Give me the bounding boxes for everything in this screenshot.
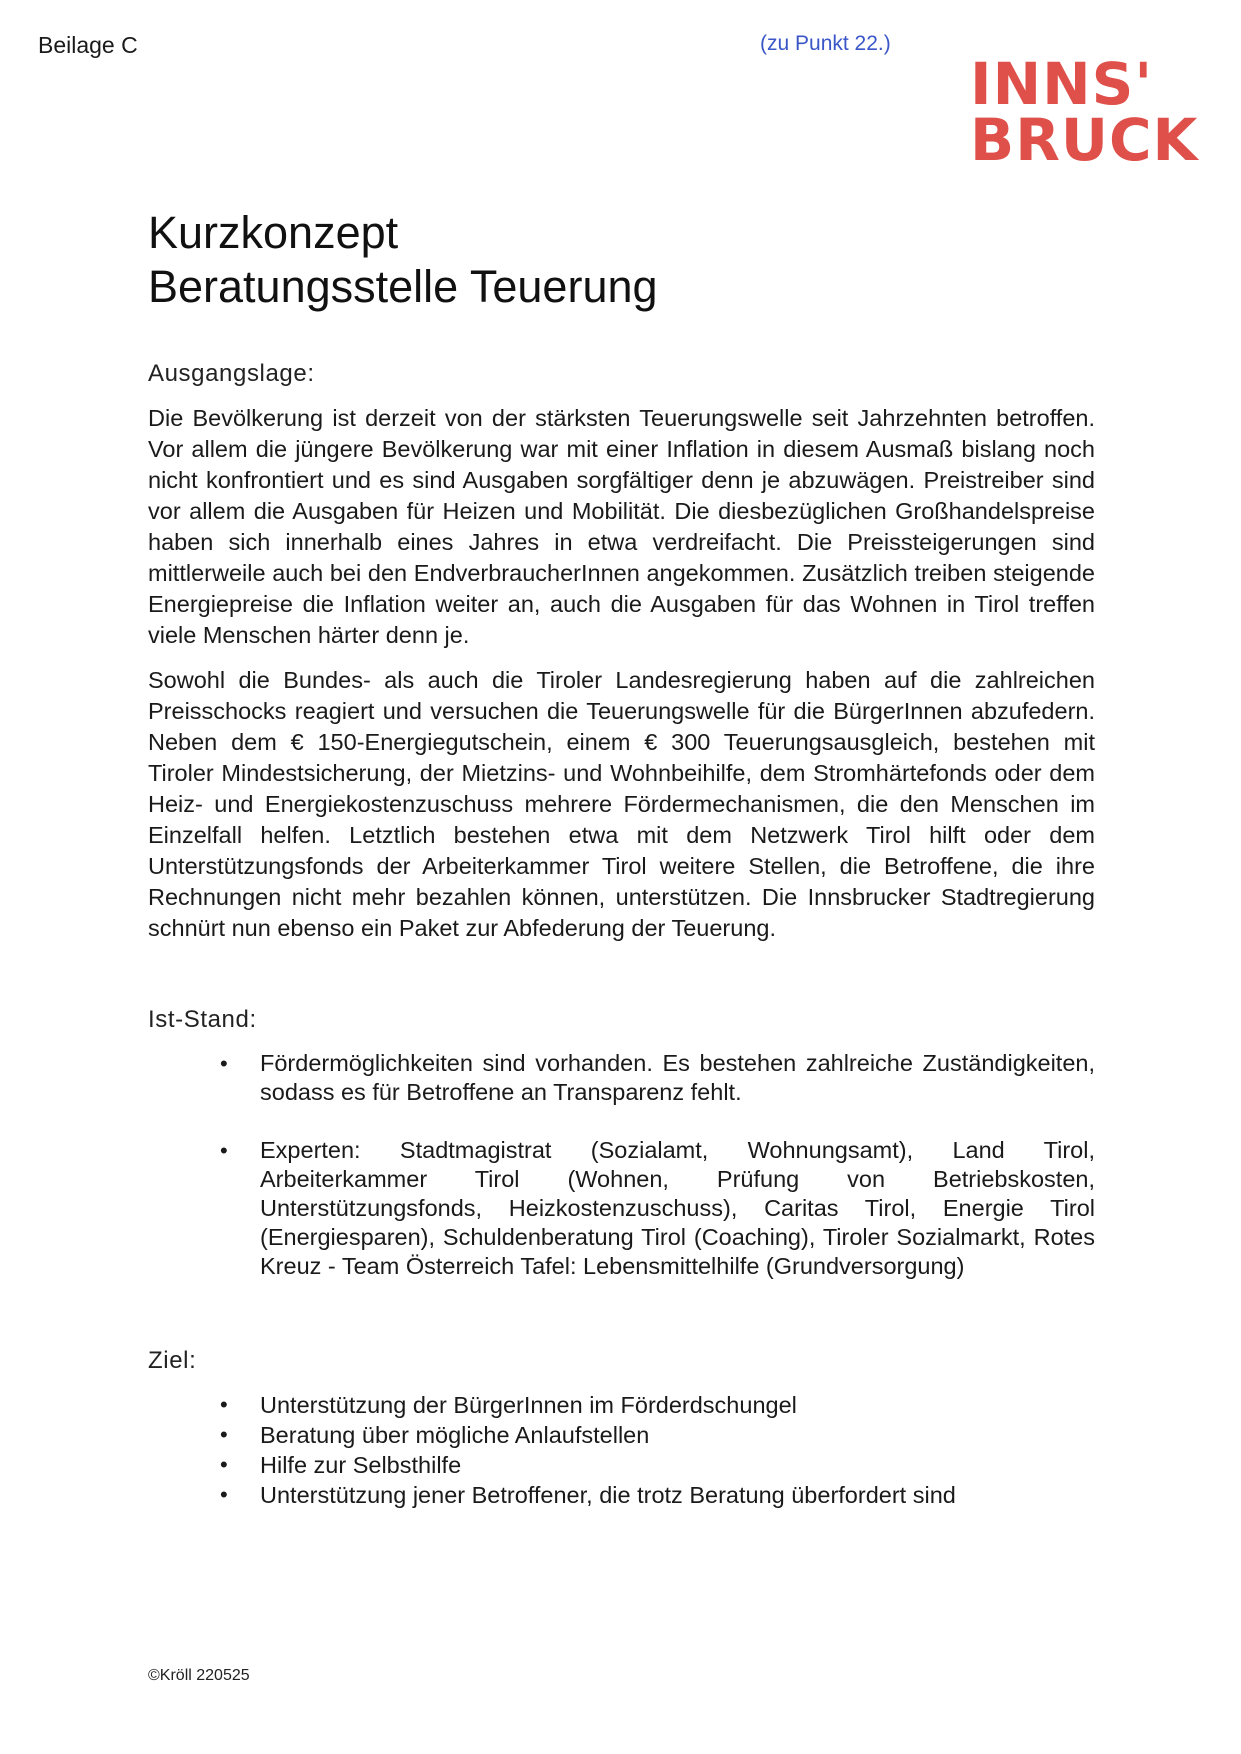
ziel-list (148, 1390, 1095, 1510)
paragraph-ausgangslage-2: Sowohl die Bundes- als auch die Tiroler Landesregierung haben auf die zahlreichen Preisschocks reagiert und versuchen die Teuerungswelle für die BürgerInnen abzufedern. Neben dem € 150-Energiegutschein, einem € 300 Teuerungsausgleich, bestehen mit Tiroler Mindestsicherung, der Mietzins- und Wohnbeihilfe, dem Stromhärtefonds oder dem Heiz- und Energiekostenzuschuss mehrere Fördermechanismen, die den Menschen im Einzelfall helfen. Letztlich bestehen etwa mit dem Netzwerk Tirol hilft oder dem Unterstützungsfonds der Arbeiterkammer Tirol weitere Stellen, die Betroffene, die ihre Rechnungen nicht mehr bezahlen können, unterstützen. Die Innsbrucker Stadtregierung schnürt nun ebenso ein Paket zur Abfederung der Teuerung. (148, 667, 1095, 941)
logo-line-2: BRUCK (970, 106, 1199, 174)
innsbruck-logo (970, 50, 1199, 174)
list-item-text: Beratung über mögliche Anlaufstellen (260, 1422, 650, 1448)
bullet-icon: • (220, 1051, 228, 1076)
agenda-reference: (zu Punkt 22.) (760, 32, 891, 55)
logo-line-1: INNS' (970, 50, 1154, 118)
list-item-text: Fördermöglichkeiten sind vorhanden. Es bestehen zahlreiche Zuständigkeiten, sodass es für Betroffene an Transparenz fehlt. (260, 1050, 1095, 1105)
heading-ist-stand: Ist-Stand: (148, 1006, 257, 1033)
attachment-label: Beilage C (38, 32, 138, 58)
bullet-icon: • (220, 1392, 228, 1417)
bullet-icon: • (220, 1482, 228, 1507)
list-item-text: Unterstützung der BürgerInnen im Förderdschungel (260, 1392, 797, 1418)
heading-ausgangslage: Ausgangslage: (148, 360, 315, 387)
title-line-1: Kurzkonzept (148, 207, 399, 258)
list-item (148, 1049, 1095, 1107)
list-item (148, 1420, 1095, 1450)
list-item-text: Hilfe zur Selbsthilfe (260, 1452, 462, 1478)
bullet-icon: • (220, 1138, 228, 1163)
heading-ziel: Ziel: (148, 1347, 197, 1374)
list-item-text: Experten: Stadtmagistrat (Sozialamt, Wohnungsamt), Land Tirol, Arbeiterkammer Tirol (Wohnen, Prüfung von Betriebskosten, Unterstützungsfonds, Heizkostenzuschuss), Caritas Tirol, Energie Tirol (Energiesparen), Schuldenberatung Tirol (Coaching), Tiroler Sozialmarkt, Rotes Kreuz - Team Österreich Tafel: Lebensmittelhilfe (Grundversorgung) (260, 1137, 1095, 1279)
list-item (148, 1390, 1095, 1420)
list-item-text: Unterstützung jener Betroffener, die trotz Beratung überfordert sind (260, 1482, 956, 1508)
list-item (148, 1136, 1095, 1281)
document-body (148, 206, 1095, 1510)
bullet-icon: • (220, 1452, 228, 1477)
bullet-icon: • (220, 1422, 228, 1447)
list-item (148, 1450, 1095, 1480)
ist-stand-list (148, 1049, 1095, 1281)
list-item (148, 1480, 1095, 1510)
title-line-2: Beratungsstelle Teuerung (148, 261, 658, 312)
paragraph-ausgangslage-1: Die Bevölkerung ist derzeit von der stärksten Teuerungswelle seit Jahrzehnten betroffen. Vor allem die jüngere Bevölkerung war mit einer Inflation in diesem Ausmaß bislang noch nicht konfrontiert und es sind Ausgaben sorgfältiger denn je abzuwägen. Preistreiber sind vor allem die Ausgaben für Heizen und Mobilität. Die diesbezüglichen Großhandelspreise haben sich innerhalb eines Jahres in etwa verdreifacht. Die Preissteigerungen sind mittlerweile auch bei den EndverbraucherInnen angekommen. Zusätzlich treiben steigende Energiepreise die Inflation weiter an, auch die Ausgaben für das Wohnen in Tirol treffen viele Menschen härter denn je. (148, 405, 1095, 648)
footer-copyright: ©Kröll 220525 (148, 1667, 250, 1684)
page-title (148, 206, 1095, 314)
